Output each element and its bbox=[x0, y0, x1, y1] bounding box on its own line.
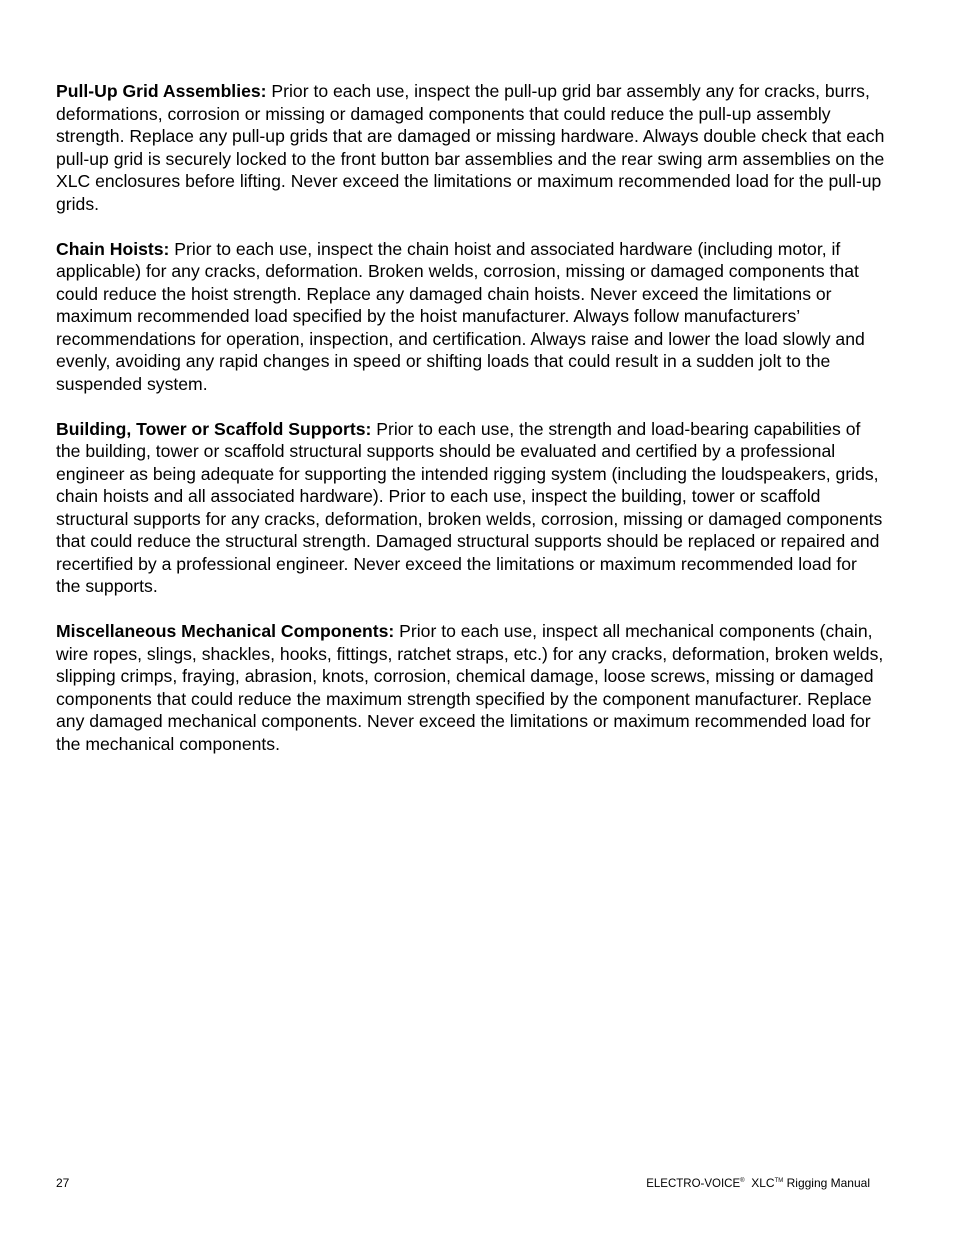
footer-title bbox=[646, 1175, 870, 1192]
footer-product: XLC bbox=[751, 1176, 775, 1190]
section-heading: Pull-Up Grid Assemblies: bbox=[56, 81, 267, 101]
section-building-tower-scaffold-supports bbox=[56, 418, 886, 598]
section-pull-up-grid-assemblies bbox=[56, 80, 886, 215]
page-content bbox=[56, 80, 886, 778]
section-miscellaneous-mechanical-components bbox=[56, 620, 886, 755]
page-number: 27 bbox=[56, 1176, 70, 1190]
section-body: Prior to each use, inspect all mechanical components (chain, wire ropes, slings, shackles, hooks, fittings, ratchet straps, etc.) for any cracks, deformation, broken welds, slipping crimps, fraying, abrasion, knots, corrosion, chemical damage, loose screws, missing or damaged components that could reduce the maximum strength specified by the component manufacturer. Replace any damaged mechanical components. Never exceed the limitations or maximum recommended load for the mechanical components. bbox=[56, 621, 884, 754]
section-heading: Building, Tower or Scaffold Supports: bbox=[56, 418, 372, 439]
registered-mark: ® bbox=[740, 1178, 745, 1184]
footer-brand: ELECTRO-VOICE bbox=[646, 1178, 741, 1190]
trademark-mark: TM bbox=[774, 1178, 784, 1184]
section-body: Prior to each use, inspect the chain hoist and associated hardware (including motor, if applicable) for any cracks, deformation. Broken welds, corrosion, missing or damaged components that could reduce the hoist strength. Replace any damaged chain hoists. Never exceed the limitations or maximum recommended load specified by the hoist manufacturer. Always follow manufacturers’ recommendations for operation, inspection, and certification. Always raise and lower the load slowly and evenly, avoiding any rapid changes in speed or shifting loads that could result in a sudden jolt to the suspended system. bbox=[56, 238, 865, 394]
section-chain-hoists bbox=[56, 238, 886, 396]
section-body: Prior to each use, the strength and load-bearing capabilities of the building, tower or scaffold structural supports should be evaluated and certified by a professional engineer as being adequate for supporting the intended rigging system (including the loudspeakers, grids, chain hoists and all associated hardware). Prior to each use, inspect the building, tower or scaffold structural supports for any cracks, deformation, broken welds, corrosion, missing or damaged components that could reduce the structural strength. Damaged structural supports should be replaced or repaired and recertified by a professional engineer. Never exceed the limitations or maximum recommended load for the supports. bbox=[56, 418, 883, 596]
section-heading: Chain Hoists: bbox=[56, 238, 170, 259]
footer-manual-title: Rigging Manual bbox=[786, 1176, 870, 1190]
section-heading: Miscellaneous Mechanical Components: bbox=[56, 621, 395, 641]
section-body: Prior to each use, inspect the pull-up grid bar assembly any for cracks, burrs, deformations, corrosion or missing or damaged components that could reduce the pull-up assembly strength. Replace any pull-up grids that are damaged or missing hardware. Always double check that each pull-up grid is securely locked to the front button bar assemblies and the rear swing arm assemblies on the XLC enclosures before lifting. Never exceed the limitations or maximum recommended load for the pull-up grids. bbox=[56, 81, 885, 214]
